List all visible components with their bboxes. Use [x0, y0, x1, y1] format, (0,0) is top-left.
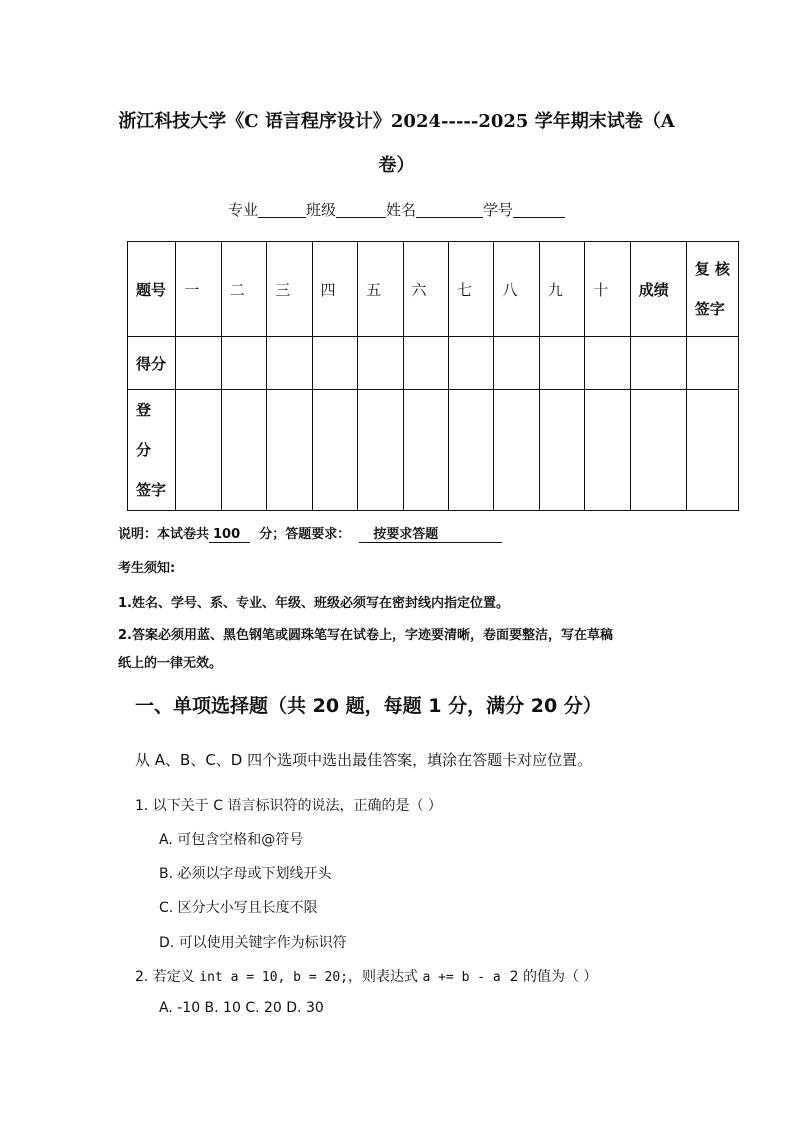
class-blank[interactable]	[336, 201, 386, 218]
signer-cell[interactable]	[494, 390, 539, 511]
score-cell[interactable]	[312, 337, 357, 390]
col-label-1: 一	[176, 242, 221, 337]
question-1-option-d[interactable]: D. 可以使用关键字作为标识符	[159, 935, 347, 951]
major-label: 专业	[227, 201, 258, 219]
question-number-label: 题号	[128, 242, 176, 337]
signer-row-label-line1: 登 分	[136, 401, 152, 459]
review-sign-label	[686, 242, 738, 337]
desc-prefix: 说明：本试卷共	[118, 527, 210, 542]
score-cell[interactable]	[403, 337, 448, 390]
score-cell[interactable]	[358, 337, 403, 390]
question-1: 1. 以下关于 C 语言标识符的说法，正确的是（ ）	[135, 798, 442, 814]
desc-mid: 分；答题要求：	[259, 527, 351, 542]
signer-cell[interactable]	[585, 390, 630, 511]
exam-description	[118, 523, 502, 543]
score-row-label: 得分	[128, 337, 176, 390]
class-label: 班级	[305, 201, 336, 219]
exam-title	[100, 100, 693, 188]
signer-cell[interactable]	[312, 390, 357, 511]
score-cell[interactable]	[494, 337, 539, 390]
signer-cell[interactable]	[539, 390, 584, 511]
question-1-option-b[interactable]: B. 必须以字母或下划线开头	[159, 866, 332, 882]
student-id-label: 学号	[483, 201, 514, 219]
signer-cell[interactable]	[358, 390, 403, 511]
question-2	[135, 966, 597, 986]
student-info-line	[0, 199, 793, 220]
signer-cell[interactable]	[448, 390, 493, 511]
col-label-7: 七	[448, 242, 493, 337]
signer-cell[interactable]	[403, 390, 448, 511]
question-2-mid: ，则表达式	[347, 969, 418, 985]
signer-row-label-line2: 签字	[136, 481, 167, 499]
score-table	[127, 241, 739, 511]
score-row	[128, 337, 739, 390]
major-blank[interactable]	[258, 201, 306, 218]
signer-cell[interactable]	[221, 390, 266, 511]
score-cell[interactable]	[539, 337, 584, 390]
total-score-cell[interactable]	[630, 337, 686, 390]
total-score-label: 成绩	[630, 242, 686, 337]
desc-score: 100	[209, 527, 250, 543]
col-label-2: 二	[221, 242, 266, 337]
signer-cell[interactable]	[267, 390, 312, 511]
question-2-code-declaration: int a = 10, b = 20;	[199, 970, 348, 985]
score-cell[interactable]	[221, 337, 266, 390]
name-label: 姓名	[386, 201, 417, 219]
col-label-9: 九	[539, 242, 584, 337]
score-cell[interactable]	[267, 337, 312, 390]
desc-requirement: 按要求答题	[359, 523, 502, 543]
section-intro: 从 A、B、C、D 四个选项中选出最佳答案，填涂在答题卡对应位置。	[135, 751, 593, 769]
question-2-options[interactable]: A. -10 B. 10 C. 20 D. 30	[159, 1000, 324, 1016]
name-blank[interactable]	[416, 201, 483, 218]
review-sign-cell[interactable]	[686, 337, 738, 390]
col-label-10: 十	[585, 242, 630, 337]
question-2-suffix: 2 的值为（ ）	[509, 969, 598, 985]
notice-item-2-line2: 纸上的一律无效。	[118, 656, 223, 671]
col-label-6: 六	[403, 242, 448, 337]
notice-item-2-line1: 2.答案必须用蓝、黑色钢笔或圆珠笔写在试卷上，字迹要清晰，卷面要整洁，写在草稿	[118, 628, 613, 643]
notice-title: 考生须知:	[118, 561, 176, 576]
question-2-prefix: 2. 若定义	[135, 969, 195, 985]
question-2-code-expression: a += b - a	[422, 970, 501, 985]
question-1-option-c[interactable]: C. 区分大小写且长度不限	[159, 900, 318, 916]
score-cell[interactable]	[448, 337, 493, 390]
notice-item-1: 1.姓名、学号、系、专业、年级、班级必须写在密封线内指定位置。	[118, 596, 509, 611]
signer-row	[128, 390, 739, 511]
review-sign-label-line1: 复 核	[694, 260, 730, 278]
col-label-8: 八	[494, 242, 539, 337]
score-cell[interactable]	[176, 337, 221, 390]
question-1-option-a[interactable]: A. 可包含空格和@符号	[159, 832, 304, 848]
section-title: 一、单项选择题（共 20 题，每题 1 分，满分 20 分）	[135, 695, 602, 717]
review-sign-label-line2: 签字	[694, 300, 725, 318]
signer-cell[interactable]	[630, 390, 686, 511]
col-label-5: 五	[358, 242, 403, 337]
signer-cell[interactable]	[686, 390, 738, 511]
score-cell[interactable]	[585, 337, 630, 390]
exam-title-line1: 浙江科技大学《C 语言程序设计》2024-----2025 学年期末试卷（A	[118, 111, 675, 132]
score-table-header-row	[128, 242, 739, 337]
col-label-3: 三	[267, 242, 312, 337]
signer-cell[interactable]	[176, 390, 221, 511]
exam-title-line2: 卷）	[378, 155, 415, 176]
notice-item-2	[118, 622, 613, 678]
student-id-blank[interactable]	[513, 201, 565, 218]
signer-row-label	[128, 390, 176, 511]
col-label-4: 四	[312, 242, 357, 337]
